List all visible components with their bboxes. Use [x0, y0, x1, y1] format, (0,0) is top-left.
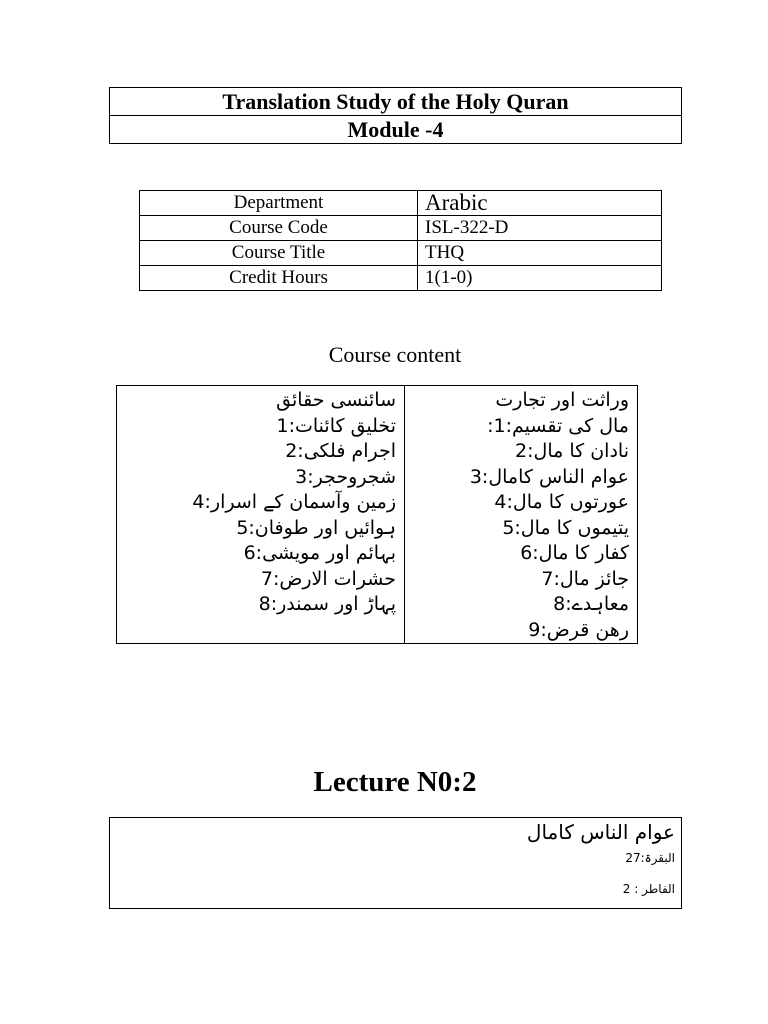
list-item: پہاڑ اور سمندر:8 [258, 593, 396, 615]
list-item: شجروحجر:3 [295, 465, 396, 488]
module-label: Module -4 [110, 116, 682, 144]
course-title-value: THQ [418, 241, 662, 266]
list-item: معاہدے:8 [553, 593, 629, 615]
list-item: عوام الناس کامال:3 [469, 465, 629, 488]
list-item: جائز مال:7 [541, 567, 629, 590]
list-item: رھن قرض:9 [528, 618, 629, 641]
info-row-course-code [140, 216, 662, 241]
science-column-heading: سائنسی حقائق [276, 389, 396, 411]
lecture-box [109, 817, 682, 909]
list-item: بہائم اور مویشی:6 [243, 542, 396, 564]
course-content-table [116, 385, 638, 644]
department-value: Arabic [418, 191, 662, 216]
course-code-value: ISL-322-D [418, 216, 662, 241]
list-item: کفار کا مال:6 [520, 542, 629, 564]
title-table [109, 87, 682, 144]
document-title: Translation Study of the Holy Quran [110, 88, 682, 116]
list-item: ہوائیں اور طوفان:5 [236, 516, 396, 539]
lecture-topic: عوام الناس کامال [526, 820, 675, 844]
course-title-label: Course Title [140, 241, 418, 266]
credit-hours-label: Credit Hours [140, 266, 418, 291]
list-item: تخلیق کائنات:1 [276, 414, 396, 437]
course-info-table [139, 190, 662, 291]
list-item: زمین وآسمان کے اسرار:4 [192, 491, 396, 513]
list-item: یتیموں کا مال:5 [502, 516, 629, 539]
list-item: نادان کا مال:2 [515, 440, 629, 462]
reference-baqarah: البقرۃ:27 [625, 851, 675, 865]
inheritance-topics-column [405, 386, 638, 644]
list-item: اجرام فلکی:2 [285, 440, 396, 462]
reference-fatir: الفاطر : 2 [622, 882, 675, 896]
department-label: Department [140, 191, 418, 216]
list-item: حشرات الارض:7 [260, 567, 396, 590]
inheritance-column-heading: وراثت اور تجارت [495, 389, 629, 411]
list-item: عورتوں کا مال:4 [494, 491, 629, 513]
list-item: مال کی تقسیم:1: [487, 414, 629, 437]
info-row-department [140, 191, 662, 216]
info-row-credit-hours [140, 266, 662, 291]
credit-hours-value: 1(1-0) [418, 266, 662, 291]
science-topics-column [117, 386, 405, 644]
lecture-heading: Lecture N0:2 [313, 766, 477, 798]
info-row-course-title [140, 241, 662, 266]
course-code-label: Course Code [140, 216, 418, 241]
course-content-heading: Course content [328, 342, 462, 367]
